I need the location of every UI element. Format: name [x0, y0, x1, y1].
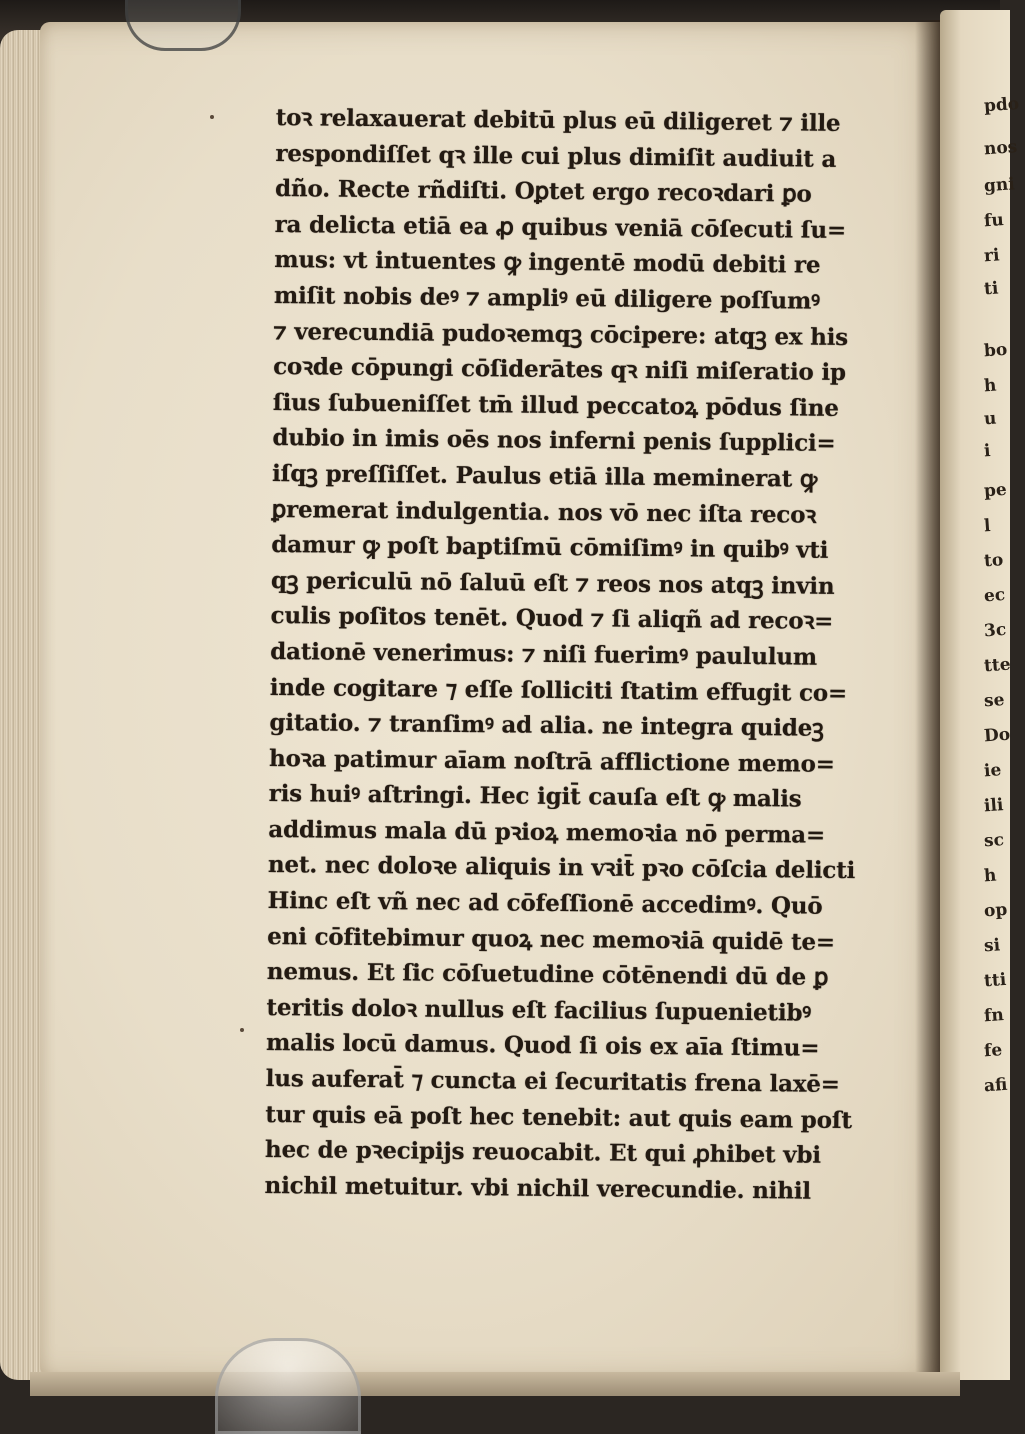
text-line: miſit nobis deꝰ ⁊ ampliꝰ eū diligere poſſumꝰ: [273, 281, 820, 315]
ink-speck: [210, 115, 214, 119]
text-line: ſius ſubueniſſet tm̄ illud peccatoꝝ pōdus ſine: [272, 388, 839, 422]
facing-fragment: se: [983, 689, 1006, 712]
text-line: ra delicta etiā ea ꝓ quibus veniā cōſecuti ſu=: [274, 210, 847, 244]
book-bottom-edge: [30, 1372, 960, 1396]
text-line: ris huiꝰ aſtringi. Hec igit̄ cauſa eſt ꝙ malis: [268, 780, 802, 813]
facing-fragment: to: [983, 550, 1004, 572]
text-line: malis locū damus. Quod ſi ois ex aīa ſtimu=: [265, 1029, 820, 1063]
facing-fragment: ec: [983, 584, 1006, 607]
text-line: gitatio. ⁊ tranſimꝰ ad alia. ne integra quideꝫ: [269, 709, 824, 742]
facing-fragment: ti: [983, 278, 1000, 300]
text-line: ⁊ verecundiā pudoꝛemqꝫ cōcipere: atqꝫ ex his: [273, 317, 849, 351]
facing-fragment: gni: [983, 174, 1016, 197]
facing-fragment: h: [983, 865, 998, 887]
text-line: dubio in imis oēs nos inferni penis ſupplici=: [272, 424, 836, 458]
facing-fragment: bo: [983, 339, 1008, 362]
ink-speck: [240, 1028, 244, 1032]
facing-fragment: fu: [983, 210, 1005, 232]
facing-fragment: ie: [983, 760, 1002, 782]
text-line: dño. Recte rñdiſti. Oꝑtet ergo recoꝛdari ꝑo: [274, 175, 812, 208]
text-line: culis poſitos tenēt. Quod ⁊ ſi aliqñ ad recoꝛ=: [270, 602, 834, 636]
text-block: [264, 100, 896, 1210]
facing-fragment: pdo: [983, 93, 1020, 117]
text-line: teritis doloꝛ nullus eſt facilius ſupuenietibꝰ: [266, 993, 812, 1027]
text-line: qꝫ periculū nō ſaluū eſt ⁊ reos nos atqꝫ invin: [270, 566, 835, 600]
text-line: coꝛde cōpungi cōſiderātes qꝛ niſi miſeratio ip: [273, 353, 846, 387]
facing-fragment: tti: [983, 969, 1007, 992]
text-line: respondiſſet qꝛ ille cui plus dimiſit audiuit a: [275, 139, 837, 173]
text-line: nemus. Et ſic cōſuetudine cōtēnendi dū de ꝑ: [266, 958, 829, 992]
text-line: nichil metuitur. vbi nichil verecundie. nihil: [264, 1171, 812, 1205]
text-line: hoꝛa patimur aīam noſtrā afflictione memo=: [268, 744, 835, 778]
text-line: iſqꝫ preſſiſſet. Paulus etiā illa meminerat ꝙ: [271, 459, 818, 493]
facing-fragment: tte: [983, 654, 1012, 677]
facing-fragment: op: [983, 899, 1008, 922]
text-line: inde cogitare ⁊ eſſe ſolliciti ſtatim effugit co=: [269, 673, 848, 707]
facing-fragment: si: [983, 935, 1001, 957]
text-line: eni cōfitebimur quoꝝ nec memoꝛiā quidē te=: [267, 922, 836, 956]
facing-fragment: nos: [983, 137, 1018, 160]
text-line: toꝛ relaxauerat debitū plus eū diligeret ⁊ ille: [275, 103, 841, 137]
facing-fragment: sc: [983, 830, 1005, 852]
facing-fragment: ili: [983, 795, 1005, 817]
facing-fragment: pe: [983, 479, 1008, 502]
text-line: dationē venerimus: ⁊ niſi fuerimꝰ paululum: [270, 637, 818, 671]
facing-fragment: fe: [983, 1040, 1003, 1062]
facing-fragment: l: [983, 515, 992, 537]
facing-fragment: fn: [983, 1005, 1005, 1027]
text-line: ꝑremerat indulgentia. nos vō nec iſta recoꝛ: [271, 495, 817, 529]
text-line: mus: vt intuentes ꝙ ingentē modū debiti re: [274, 246, 821, 280]
text-line: addimus mala dū pꝛioꝝ memoꝛia nō perma=: [268, 815, 826, 849]
text-line: tur quis eā poſt hec tenebit: aut quis eam poſt: [265, 1100, 853, 1134]
text-line: net. nec doloꝛe aliquis in vꝛit̄ pꝛo cōſcia delicti: [267, 851, 856, 885]
facing-fragment: ri: [983, 245, 1001, 267]
text-line: lus auferat̄ ⁊ cuncta ei ſecuritatis frena laxē=: [265, 1064, 840, 1098]
glass-weight-top: [125, 0, 241, 51]
facing-fragment: u: [983, 408, 998, 430]
text-line: hec de pꝛecipijs reuocabit. Et qui ꝓhibet vbi: [264, 1136, 821, 1169]
facing-fragment: afi: [983, 1074, 1009, 1097]
facing-fragment: 3c: [983, 619, 1007, 642]
facing-fragment: i: [983, 440, 992, 462]
glass-weight-bottom: [215, 1338, 361, 1434]
text-line: Hinc eſt vñ nec ad cōfeſſionē accedimꝰ. Quō: [267, 887, 823, 920]
facing-page: [940, 10, 1020, 1380]
facing-fragment: h: [983, 375, 998, 397]
text-line: damur ꝙ poſt baptiſmū cōmiſimꝰ in quibꝰ vti: [271, 531, 829, 564]
facing-fragment: Do: [983, 724, 1011, 747]
